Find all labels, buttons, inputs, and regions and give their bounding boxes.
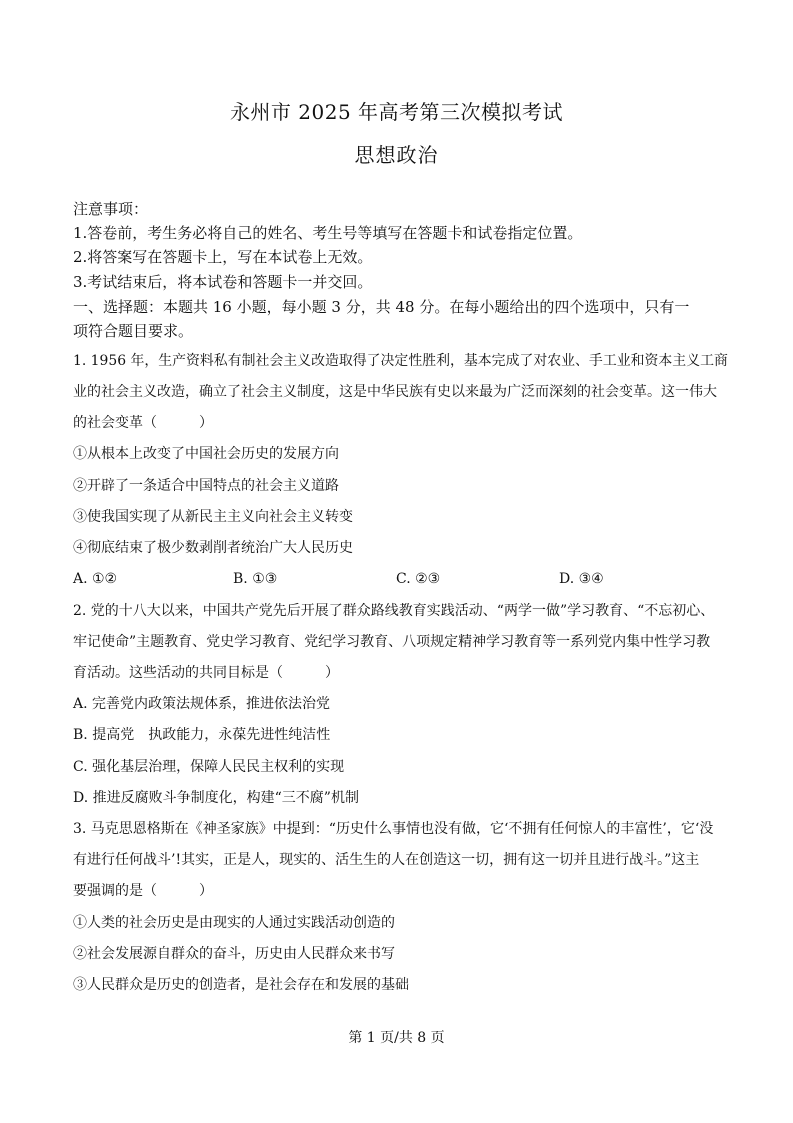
option-c: C. ②③	[396, 571, 441, 587]
option-d: D. ③④	[559, 571, 604, 587]
question-stem-line: 的社会变革（ ）	[73, 415, 213, 431]
statement: ③人民群众是历史的创造者，是社会存在和发展的基础	[73, 977, 409, 993]
question-stem-line: 育活动。这些活动的共同目标是（ ）	[73, 665, 339, 681]
statement: ②开辟了一条适合中国特点的社会主义道路	[73, 478, 339, 494]
question-stem-line: 有进行任何战斗’!其实，正是人，现实的、活生生的人在创造这一切，拥有这一切并且进行战斗。”这主	[73, 852, 700, 868]
statement: ①从根本上改变了中国社会历史的发展方向	[73, 446, 339, 462]
section-line: 项符合题目要求。	[73, 322, 194, 340]
statement: ②社会发展源自群众的奋斗，历史由人民群众来书写	[73, 946, 395, 962]
statement: ③使我国实现了从新民主主义向社会主义转变	[73, 509, 353, 525]
statement: ①人类的社会历史是由现实的人通过实践活动创造的	[73, 915, 395, 931]
exam-title: 永州市 2025 年高考第三次模拟考试	[229, 100, 564, 124]
page-number: 第 1 页/共 8 页	[348, 1030, 445, 1046]
option-c: C. 强化基层治理，保障人民民主权利的实现	[73, 759, 345, 775]
statement: ④彻底结束了极少数剥削者统治广大人民历史	[73, 540, 353, 556]
subject-title: 思想政治	[354, 143, 439, 167]
option-b: B. ①③	[233, 571, 278, 587]
question-stem-line: 2. 党的十八大以来，中国共产党先后开展了群众路线教育实践活动、“两学一做”学习教育、“不忘初心、	[73, 603, 715, 619]
question-stem-line: 要强调的是（ ）	[73, 883, 213, 899]
question-stem-line: 牢记使命”主题教育、党史学习教育、党纪学习教育、八项规定精神学习教育等一系列党内集中性学习教	[73, 634, 711, 650]
notice-heading: 注意事项：	[73, 200, 149, 218]
option-a: A. ①②	[73, 571, 118, 587]
question-stem-line: 1. 1956 年，生产资料私有制社会主义改造取得了决定性胜利，基本完成了对农业、手工业和资本主义工商	[73, 353, 728, 369]
notice-item: 3.考试结束后，将本试卷和答题卡一并交回。	[73, 273, 373, 291]
option-d: D. 推进反腐败斗争制度化，构建“三不腐”机制	[73, 790, 359, 806]
section-line: 一、选择题：本题共 16 小题，每小题 3 分，共 48 分。在每小题给出的四个选项中，只有一	[73, 298, 690, 316]
question-stem-line: 业的社会主义改造，确立了社会主义制度，这是中华民族有史以来最为广泛而深刻的社会变革。这一伟大	[73, 384, 717, 400]
notice-item: 2.将答案写在答题卡上，写在本试卷上无效。	[73, 248, 373, 266]
question-stem-line: 3. 马克思恩格斯在《神圣家族》中提到：“历史什么事情也没有做，它‘不拥有任何惊人的丰富性’，它‘没	[73, 821, 714, 837]
notice-item: 1.答卷前，考生务必将自己的姓名、考生号等填写在答题卡和试卷指定位置。	[73, 224, 583, 242]
option-b: B. 提高党 执政能力，永葆先进性纯洁性	[73, 727, 331, 743]
option-a: A. 完善党内政策法规体系，推进依法治党	[73, 696, 331, 712]
